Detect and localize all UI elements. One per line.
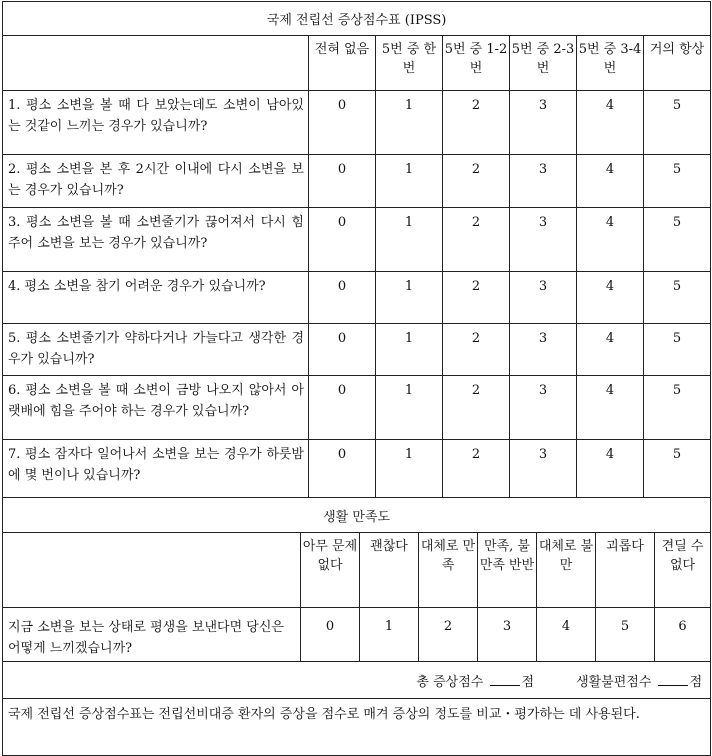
q2-score-5-text: 5 (672, 162, 682, 177)
question-text-7-text: 7. 평소 잠자다 일어나서 소변을 보는 경우가 하룻밤에 몇 번이나 있습니까? (8, 447, 304, 483)
q5-score-3 (510, 324, 577, 376)
q7-score-2 (443, 440, 510, 498)
life-header-3 (478, 533, 537, 608)
life-score-2 (419, 608, 478, 662)
life-title-text: 생활 만족도 (323, 509, 391, 525)
q5-score-0-text: 0 (337, 331, 347, 346)
q7-score-4-text: 4 (605, 447, 615, 462)
q1-score-3 (510, 91, 577, 155)
q3-score-1 (376, 208, 443, 272)
table-title (3, 2, 711, 36)
q6-score-1 (376, 376, 443, 440)
q2-score-4-text: 4 (605, 162, 615, 177)
total-score-label: 총 증상점수 (416, 674, 484, 690)
life-score-4-text: 4 (561, 619, 571, 634)
symptom-header-5 (644, 36, 711, 91)
q5-score-5-text: 5 (672, 331, 682, 346)
q1-score-2 (443, 91, 510, 155)
q7-score-1-text: 1 (404, 447, 414, 462)
q7-score-2-text: 2 (471, 447, 481, 462)
q4-score-3 (510, 272, 577, 324)
life-header-6 (655, 533, 711, 608)
symptom-header-4-text: 5번 중 3-4번 (578, 42, 642, 76)
score-summary (3, 662, 711, 699)
q4-score-1-text: 1 (404, 279, 414, 294)
life-title (3, 498, 711, 533)
life-header-row (3, 533, 711, 608)
q6-score-3 (510, 376, 577, 440)
question-row (3, 324, 711, 376)
q6-score-2 (443, 376, 510, 440)
life-score-label: 생활불편점수 (576, 674, 652, 690)
q1-score-2-text: 2 (471, 98, 481, 113)
life-header-1-text: 괜찮다 (370, 539, 408, 554)
life-header-4-text: 대체로 불만 (538, 539, 594, 573)
life-header-2 (419, 533, 478, 608)
question-text-3 (3, 208, 309, 272)
q4-score-1 (376, 272, 443, 324)
q4-score-3-text: 3 (538, 279, 548, 294)
q6-score-0 (309, 376, 376, 440)
note-row (3, 699, 711, 756)
question-text-7 (3, 440, 309, 498)
footnote (3, 699, 711, 756)
q3-score-2-text: 2 (471, 215, 481, 230)
q5-score-3-text: 3 (538, 331, 548, 346)
life-question-row (3, 608, 711, 662)
q4-score-5-text: 5 (672, 279, 682, 294)
q7-score-1 (376, 440, 443, 498)
life-header-2-text: 대체로 만족 (420, 539, 476, 573)
q6-score-5 (644, 376, 711, 440)
symptom-header-2-text: 5번 중 1-2번 (444, 42, 508, 76)
question-text-5-text: 5. 평소 소변줄기가 약하다거나 가늘다고 생각한 경우가 있습니까? (8, 331, 304, 367)
question-row (3, 440, 711, 498)
question-text-6 (3, 376, 309, 440)
symptom-header-1-text: 5번 중 한 번 (381, 42, 437, 76)
question-text-4 (3, 272, 309, 324)
symptom-header-blank (3, 36, 309, 91)
q5-score-2-text: 2 (471, 331, 481, 346)
q5-score-1 (376, 324, 443, 376)
symptom-header-4 (577, 36, 644, 91)
q4-score-4 (577, 272, 644, 324)
q2-score-3-text: 3 (538, 162, 548, 177)
life-score-3-text: 3 (502, 619, 512, 634)
q4-score-0-text: 0 (337, 279, 347, 294)
question-row (3, 376, 711, 440)
q7-score-0 (309, 440, 376, 498)
q3-score-0 (309, 208, 376, 272)
ipss-table (2, 1, 711, 756)
symptom-header-1 (376, 36, 443, 91)
q3-score-0-text: 0 (337, 215, 347, 230)
q3-score-1-text: 1 (404, 215, 414, 230)
q2-score-4 (577, 155, 644, 208)
symptom-header-3-text: 5번 중 2-3번 (511, 42, 575, 76)
footnote-text: 국제 전립선 증상점수표는 전립선비대증 환자의 증상을 점수로 매겨 증상의 정도를 비교・평가하는 데 사용된다. (8, 707, 640, 722)
life-header-0-text: 아무 문제 없다 (302, 539, 358, 573)
life-question-text (3, 608, 301, 662)
life-score-5 (596, 608, 655, 662)
question-row (3, 155, 711, 208)
q5-score-2 (443, 324, 510, 376)
q2-score-0-text: 0 (337, 162, 347, 177)
title-row (3, 2, 711, 36)
q1-score-4-text: 4 (605, 98, 615, 113)
symptom-header-0-text: 전혀 없음 (314, 42, 370, 57)
q2-score-5 (644, 155, 711, 208)
q7-score-0-text: 0 (337, 447, 347, 462)
q3-score-3-text: 3 (538, 215, 548, 230)
life-score-1-text: 1 (384, 619, 394, 634)
life-score-0 (301, 608, 360, 662)
q6-score-1-text: 1 (404, 383, 414, 398)
question-text-1-text: 1. 평소 소변을 볼 때 다 보았는데도 소변이 남아있는 것같이 느끼는 경우가 있습니까? (8, 98, 304, 134)
q5-score-5 (644, 324, 711, 376)
question-text-1 (3, 91, 309, 155)
q7-score-3 (510, 440, 577, 498)
symptom-header-2 (443, 36, 510, 91)
q4-score-2 (443, 272, 510, 324)
q1-score-3-text: 3 (538, 98, 548, 113)
life-header-4 (537, 533, 596, 608)
life-score-3 (478, 608, 537, 662)
q1-score-1-text: 1 (404, 98, 414, 113)
q7-score-5 (644, 440, 711, 498)
q4-score-5 (644, 272, 711, 324)
q5-score-0 (309, 324, 376, 376)
question-text-5 (3, 324, 309, 376)
q7-score-4 (577, 440, 644, 498)
q4-score-2-text: 2 (471, 279, 481, 294)
q2-score-1-text: 1 (404, 162, 414, 177)
table-title-text: 국제 전립선 증상점수표 (IPSS) (266, 13, 447, 28)
q5-score-4-text: 4 (605, 331, 615, 346)
symptom-header-0 (309, 36, 376, 91)
life-score-unit: 점 (689, 674, 703, 690)
q1-score-5-text: 5 (672, 98, 682, 113)
life-score-6 (655, 608, 711, 662)
life-header-3-text: 만족, 불만족 반반 (479, 539, 535, 573)
q3-score-4-text: 4 (605, 215, 615, 230)
life-score-blank[interactable] (658, 673, 688, 686)
total-score-unit: 점 (521, 674, 535, 690)
q3-score-3 (510, 208, 577, 272)
q6-score-4 (577, 376, 644, 440)
q2-score-1 (376, 155, 443, 208)
q7-score-3-text: 3 (538, 447, 548, 462)
life-header-blank (3, 533, 301, 608)
life-header-5-text: 괴롭다 (606, 539, 644, 554)
q3-score-4 (577, 208, 644, 272)
q4-score-0 (309, 272, 376, 324)
q1-score-0 (309, 91, 376, 155)
total-score-blank[interactable] (490, 673, 520, 686)
q1-score-5 (644, 91, 711, 155)
q1-score-1 (376, 91, 443, 155)
q6-score-5-text: 5 (672, 383, 682, 398)
q5-score-4 (577, 324, 644, 376)
question-text-2-text: 2. 평소 소변을 본 후 2시간 이내에 다시 소변을 보는 경우가 있습니까? (8, 162, 304, 198)
life-score-1 (360, 608, 419, 662)
q2-score-2-text: 2 (471, 162, 481, 177)
life-score-4 (537, 608, 596, 662)
life-score-6-text: 6 (678, 619, 687, 634)
q3-score-5 (644, 208, 711, 272)
life-score-0-text: 0 (325, 619, 335, 634)
life-header-0 (301, 533, 360, 608)
q2-score-3 (510, 155, 577, 208)
score-row (3, 662, 711, 699)
life-score-5-text: 5 (620, 619, 630, 634)
question-row (3, 272, 711, 324)
q3-score-2 (443, 208, 510, 272)
q7-score-5-text: 5 (672, 447, 682, 462)
question-text-6-text: 6. 평소 소변을 볼 때 소변이 금방 나오지 않아서 아랫배에 힘을 주어야 하는 경우가 있습니까? (8, 383, 304, 419)
symptom-header-3 (510, 36, 577, 91)
q2-score-0 (309, 155, 376, 208)
q6-score-0-text: 0 (337, 383, 347, 398)
question-text-3-text: 3. 평소 소변을 볼 때 소변줄기가 끊어져서 다시 힘주어 소변을 보는 경우가 있습니까? (8, 215, 304, 251)
q1-score-4 (577, 91, 644, 155)
life-score-2-text: 2 (443, 619, 453, 634)
life-question-text-text: 지금 소변을 보는 상태로 평생을 보낸다면 당신은 어떻게 느끼겠습니까? (8, 620, 284, 656)
life-header-6-text: 견딜 수 없다 (661, 539, 704, 573)
symptom-header-5-text: 거의 항상 (649, 42, 705, 57)
q1-score-0-text: 0 (337, 98, 347, 113)
q6-score-3-text: 3 (538, 383, 548, 398)
q2-score-2 (443, 155, 510, 208)
symptom-header-row (3, 36, 711, 91)
life-header-1 (360, 533, 419, 608)
q5-score-1-text: 1 (404, 331, 414, 346)
question-text-4-text: 4. 평소 소변을 참기 어려운 경우가 있습니까? (8, 279, 266, 294)
question-text-2 (3, 155, 309, 208)
question-row (3, 91, 711, 155)
life-title-row (3, 498, 711, 533)
q6-score-4-text: 4 (605, 383, 615, 398)
question-row (3, 208, 711, 272)
q4-score-4-text: 4 (605, 279, 615, 294)
life-header-5 (596, 533, 655, 608)
q3-score-5-text: 5 (672, 215, 682, 230)
q6-score-2-text: 2 (471, 383, 481, 398)
